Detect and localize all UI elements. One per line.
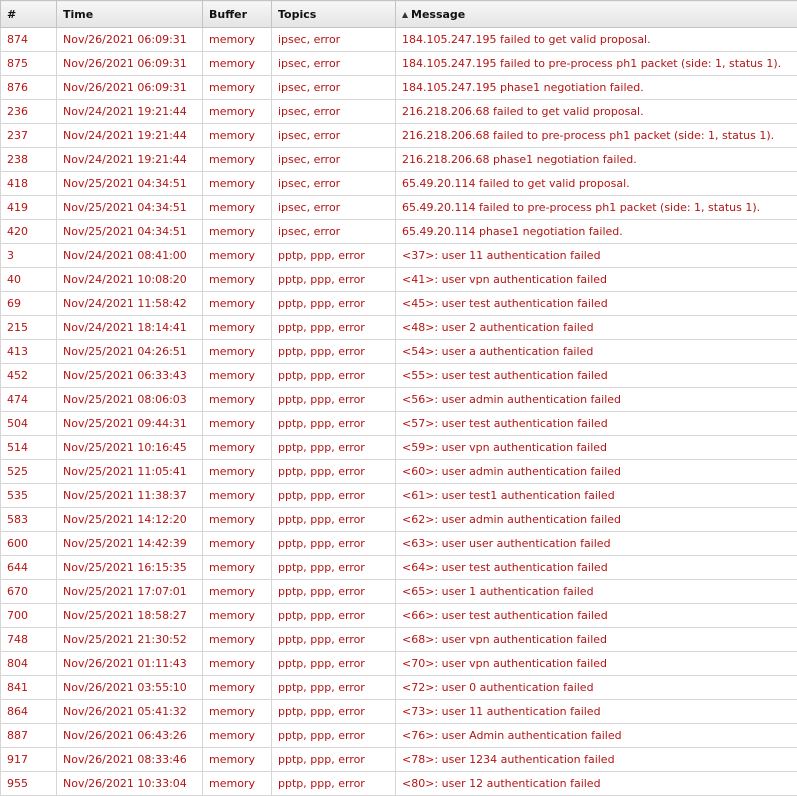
table-row[interactable]	[1, 532, 797, 556]
log-buffer-cell: memory	[203, 748, 272, 772]
log-topics-cell: pptp, ppp, error	[272, 436, 396, 460]
log-time-cell: Nov/25/2021 08:06:03	[57, 388, 203, 412]
log-time-cell: Nov/26/2021 05:41:32	[57, 700, 203, 724]
log-topics-cell: pptp, ppp, error	[272, 532, 396, 556]
table-row[interactable]	[1, 604, 797, 628]
log-time-cell: Nov/26/2021 06:43:26	[57, 724, 203, 748]
log-time-cell: Nov/26/2021 06:09:31	[57, 52, 203, 76]
log-id-cell: 215	[1, 316, 57, 340]
log-message-cell: 216.218.206.68 failed to get valid proposal.	[396, 100, 797, 124]
table-row[interactable]	[1, 340, 797, 364]
log-message-cell: <54>: user a authentication failed	[396, 340, 797, 364]
table-row[interactable]	[1, 52, 797, 76]
log-time-cell: Nov/24/2021 19:21:44	[57, 124, 203, 148]
log-time-cell: Nov/25/2021 21:30:52	[57, 628, 203, 652]
log-message-cell: <76>: user Admin authentication failed	[396, 724, 797, 748]
log-time-cell: Nov/26/2021 08:33:46	[57, 748, 203, 772]
log-topics-cell: ipsec, error	[272, 124, 396, 148]
table-row[interactable]	[1, 676, 797, 700]
log-topics-cell: pptp, ppp, error	[272, 724, 396, 748]
log-buffer-cell: memory	[203, 220, 272, 244]
log-id-cell: 875	[1, 52, 57, 76]
log-id-cell: 418	[1, 172, 57, 196]
log-id-cell: 874	[1, 28, 57, 52]
table-row[interactable]	[1, 652, 797, 676]
log-time-cell: Nov/24/2021 19:21:44	[57, 148, 203, 172]
column-header-topics-label: Topics	[278, 7, 317, 21]
table-row[interactable]	[1, 628, 797, 652]
column-header-id-label: #	[7, 7, 17, 21]
log-time-cell: Nov/25/2021 04:26:51	[57, 340, 203, 364]
table-row[interactable]	[1, 124, 797, 148]
log-message-cell: 184.105.247.195 phase1 negotiation failed.	[396, 76, 797, 100]
log-time-cell: Nov/26/2021 06:09:31	[57, 28, 203, 52]
column-header-time-label: Time	[63, 7, 94, 21]
log-id-cell: 804	[1, 652, 57, 676]
log-topics-cell: pptp, ppp, error	[272, 364, 396, 388]
table-row[interactable]	[1, 28, 797, 52]
log-message-cell: 65.49.20.114 failed to pre-process ph1 packet (side: 1, status 1).	[396, 196, 797, 220]
log-message-cell: <60>: user admin authentication failed	[396, 460, 797, 484]
log-buffer-cell: memory	[203, 76, 272, 100]
log-time-cell: Nov/26/2021 06:09:31	[57, 76, 203, 100]
table-row[interactable]	[1, 772, 797, 796]
log-id-cell: 236	[1, 100, 57, 124]
log-message-cell: <45>: user test authentication failed	[396, 292, 797, 316]
log-time-cell: Nov/25/2021 04:34:51	[57, 196, 203, 220]
log-buffer-cell: memory	[203, 28, 272, 52]
table-row[interactable]	[1, 460, 797, 484]
log-topics-cell: pptp, ppp, error	[272, 604, 396, 628]
table-row[interactable]	[1, 484, 797, 508]
log-id-cell: 876	[1, 76, 57, 100]
log-topics-cell: pptp, ppp, error	[272, 388, 396, 412]
column-header-message-label: Message	[411, 7, 466, 21]
log-id-cell: 700	[1, 604, 57, 628]
log-topics-cell: pptp, ppp, error	[272, 580, 396, 604]
log-buffer-cell: memory	[203, 316, 272, 340]
log-topics-cell: pptp, ppp, error	[272, 772, 396, 796]
table-row[interactable]	[1, 148, 797, 172]
log-message-cell: 184.105.247.195 failed to get valid proposal.	[396, 28, 797, 52]
log-buffer-cell: memory	[203, 52, 272, 76]
log-message-cell: <56>: user admin authentication failed	[396, 388, 797, 412]
log-topics-cell: pptp, ppp, error	[272, 484, 396, 508]
log-table-body	[1, 28, 797, 796]
log-buffer-cell: memory	[203, 124, 272, 148]
log-message-cell: <65>: user 1 authentication failed	[396, 580, 797, 604]
log-buffer-cell: memory	[203, 556, 272, 580]
log-id-cell: 238	[1, 148, 57, 172]
log-time-cell: Nov/24/2021 10:08:20	[57, 268, 203, 292]
log-time-cell: Nov/25/2021 09:44:31	[57, 412, 203, 436]
log-buffer-cell: memory	[203, 292, 272, 316]
table-row[interactable]	[1, 412, 797, 436]
table-row[interactable]	[1, 76, 797, 100]
log-message-cell: 65.49.20.114 failed to get valid proposal.	[396, 172, 797, 196]
log-topics-cell: pptp, ppp, error	[272, 508, 396, 532]
table-row[interactable]	[1, 508, 797, 532]
log-topics-cell: ipsec, error	[272, 100, 396, 124]
log-topics-cell: ipsec, error	[272, 148, 396, 172]
log-time-cell: Nov/26/2021 01:11:43	[57, 652, 203, 676]
log-message-cell: <48>: user 2 authentication failed	[396, 316, 797, 340]
column-header-buffer[interactable]	[203, 1, 272, 28]
log-message-cell: <80>: user 12 authentication failed	[396, 772, 797, 796]
log-message-cell: 65.49.20.114 phase1 negotiation failed.	[396, 220, 797, 244]
log-buffer-cell: memory	[203, 388, 272, 412]
log-id-cell: 419	[1, 196, 57, 220]
log-topics-cell: pptp, ppp, error	[272, 340, 396, 364]
log-buffer-cell: memory	[203, 580, 272, 604]
table-row[interactable]	[1, 316, 797, 340]
log-topics-cell: ipsec, error	[272, 52, 396, 76]
log-id-cell: 525	[1, 460, 57, 484]
log-topics-cell: ipsec, error	[272, 76, 396, 100]
log-id-cell: 69	[1, 292, 57, 316]
log-time-cell: Nov/24/2021 19:21:44	[57, 100, 203, 124]
log-message-cell: <59>: user vpn authentication failed	[396, 436, 797, 460]
log-buffer-cell: memory	[203, 484, 272, 508]
log-message-cell: <63>: user user authentication failed	[396, 532, 797, 556]
log-topics-cell: ipsec, error	[272, 220, 396, 244]
log-buffer-cell: memory	[203, 508, 272, 532]
log-message-cell: 184.105.247.195 failed to pre-process ph1 packet (side: 1, status 1).	[396, 52, 797, 76]
log-message-cell: <37>: user 11 authentication failed	[396, 244, 797, 268]
log-topics-cell: ipsec, error	[272, 196, 396, 220]
table-row[interactable]	[1, 724, 797, 748]
log-buffer-cell: memory	[203, 268, 272, 292]
log-buffer-cell: memory	[203, 148, 272, 172]
log-buffer-cell: memory	[203, 772, 272, 796]
log-buffer-cell: memory	[203, 100, 272, 124]
log-time-cell: Nov/25/2021 06:33:43	[57, 364, 203, 388]
log-topics-cell: pptp, ppp, error	[272, 628, 396, 652]
log-topics-cell: pptp, ppp, error	[272, 412, 396, 436]
table-row[interactable]	[1, 220, 797, 244]
log-buffer-cell: memory	[203, 364, 272, 388]
log-time-cell: Nov/25/2021 11:05:41	[57, 460, 203, 484]
log-message-cell: <68>: user vpn authentication failed	[396, 628, 797, 652]
log-buffer-cell: memory	[203, 628, 272, 652]
sort-ascending-icon	[402, 12, 408, 18]
log-topics-cell: pptp, ppp, error	[272, 244, 396, 268]
log-id-cell: 864	[1, 700, 57, 724]
log-message-cell: 216.218.206.68 failed to pre-process ph1 packet (side: 1, status 1).	[396, 124, 797, 148]
table-row[interactable]	[1, 268, 797, 292]
table-row[interactable]	[1, 556, 797, 580]
log-topics-cell: ipsec, error	[272, 172, 396, 196]
table-row[interactable]	[1, 700, 797, 724]
log-id-cell: 535	[1, 484, 57, 508]
log-time-cell: Nov/25/2021 17:07:01	[57, 580, 203, 604]
log-id-cell: 841	[1, 676, 57, 700]
log-time-cell: Nov/25/2021 18:58:27	[57, 604, 203, 628]
table-row[interactable]	[1, 244, 797, 268]
log-id-cell: 420	[1, 220, 57, 244]
log-id-cell: 474	[1, 388, 57, 412]
log-id-cell: 887	[1, 724, 57, 748]
log-id-cell: 955	[1, 772, 57, 796]
log-id-cell: 748	[1, 628, 57, 652]
log-buffer-cell: memory	[203, 172, 272, 196]
log-id-cell: 40	[1, 268, 57, 292]
log-message-cell: <55>: user test authentication failed	[396, 364, 797, 388]
table-row[interactable]	[1, 172, 797, 196]
log-buffer-cell: memory	[203, 340, 272, 364]
log-message-cell: <66>: user test authentication failed	[396, 604, 797, 628]
log-topics-cell: pptp, ppp, error	[272, 748, 396, 772]
log-id-cell: 644	[1, 556, 57, 580]
log-time-cell: Nov/26/2021 10:33:04	[57, 772, 203, 796]
log-id-cell: 514	[1, 436, 57, 460]
log-time-cell: Nov/24/2021 18:14:41	[57, 316, 203, 340]
column-header-buffer-label: Buffer	[209, 7, 248, 21]
log-id-cell: 917	[1, 748, 57, 772]
log-buffer-cell: memory	[203, 244, 272, 268]
log-message-cell: <41>: user vpn authentication failed	[396, 268, 797, 292]
log-time-cell: Nov/24/2021 08:41:00	[57, 244, 203, 268]
table-row[interactable]	[1, 364, 797, 388]
log-id-cell: 504	[1, 412, 57, 436]
log-topics-cell: pptp, ppp, error	[272, 292, 396, 316]
log-buffer-cell: memory	[203, 532, 272, 556]
log-topics-cell: pptp, ppp, error	[272, 676, 396, 700]
log-topics-cell: pptp, ppp, error	[272, 700, 396, 724]
table-row[interactable]	[1, 196, 797, 220]
log-buffer-cell: memory	[203, 652, 272, 676]
column-header-id[interactable]	[1, 1, 57, 28]
log-buffer-cell: memory	[203, 460, 272, 484]
log-time-cell: Nov/25/2021 16:15:35	[57, 556, 203, 580]
log-id-cell: 3	[1, 244, 57, 268]
table-row[interactable]	[1, 436, 797, 460]
log-id-cell: 600	[1, 532, 57, 556]
log-time-cell: Nov/25/2021 11:38:37	[57, 484, 203, 508]
log-topics-cell: pptp, ppp, error	[272, 652, 396, 676]
log-message-cell: <64>: user test authentication failed	[396, 556, 797, 580]
log-buffer-cell: memory	[203, 196, 272, 220]
table-row[interactable]	[1, 580, 797, 604]
table-row[interactable]	[1, 100, 797, 124]
log-message-cell: <57>: user test authentication failed	[396, 412, 797, 436]
column-header-message[interactable]	[396, 1, 797, 28]
log-buffer-cell: memory	[203, 436, 272, 460]
column-header-time[interactable]	[57, 1, 203, 28]
log-buffer-cell: memory	[203, 412, 272, 436]
log-time-cell: Nov/24/2021 11:58:42	[57, 292, 203, 316]
log-id-cell: 583	[1, 508, 57, 532]
log-buffer-cell: memory	[203, 700, 272, 724]
log-topics-cell: ipsec, error	[272, 28, 396, 52]
log-id-cell: 413	[1, 340, 57, 364]
log-time-cell: Nov/25/2021 14:42:39	[57, 532, 203, 556]
log-time-cell: Nov/25/2021 04:34:51	[57, 172, 203, 196]
table-row[interactable]	[1, 388, 797, 412]
log-topics-cell: pptp, ppp, error	[272, 316, 396, 340]
log-message-cell: <78>: user 1234 authentication failed	[396, 748, 797, 772]
log-message-cell: <61>: user test1 authentication failed	[396, 484, 797, 508]
log-id-cell: 670	[1, 580, 57, 604]
log-message-cell: 216.218.206.68 phase1 negotiation failed.	[396, 148, 797, 172]
header-row	[1, 1, 797, 28]
log-topics-cell: pptp, ppp, error	[272, 268, 396, 292]
table-row[interactable]	[1, 748, 797, 772]
log-time-cell: Nov/25/2021 04:34:51	[57, 220, 203, 244]
log-topics-cell: pptp, ppp, error	[272, 460, 396, 484]
log-time-cell: Nov/26/2021 03:55:10	[57, 676, 203, 700]
column-header-topics[interactable]	[272, 1, 396, 28]
log-message-cell: <62>: user admin authentication failed	[396, 508, 797, 532]
log-time-cell: Nov/25/2021 10:16:45	[57, 436, 203, 460]
log-id-cell: 452	[1, 364, 57, 388]
log-message-cell: <73>: user 11 authentication failed	[396, 700, 797, 724]
table-row[interactable]	[1, 292, 797, 316]
log-message-cell: <70>: user vpn authentication failed	[396, 652, 797, 676]
log-message-cell: <72>: user 0 authentication failed	[396, 676, 797, 700]
log-buffer-cell: memory	[203, 604, 272, 628]
log-id-cell: 237	[1, 124, 57, 148]
log-buffer-cell: memory	[203, 676, 272, 700]
log-topics-cell: pptp, ppp, error	[272, 556, 396, 580]
log-time-cell: Nov/25/2021 14:12:20	[57, 508, 203, 532]
log-buffer-cell: memory	[203, 724, 272, 748]
